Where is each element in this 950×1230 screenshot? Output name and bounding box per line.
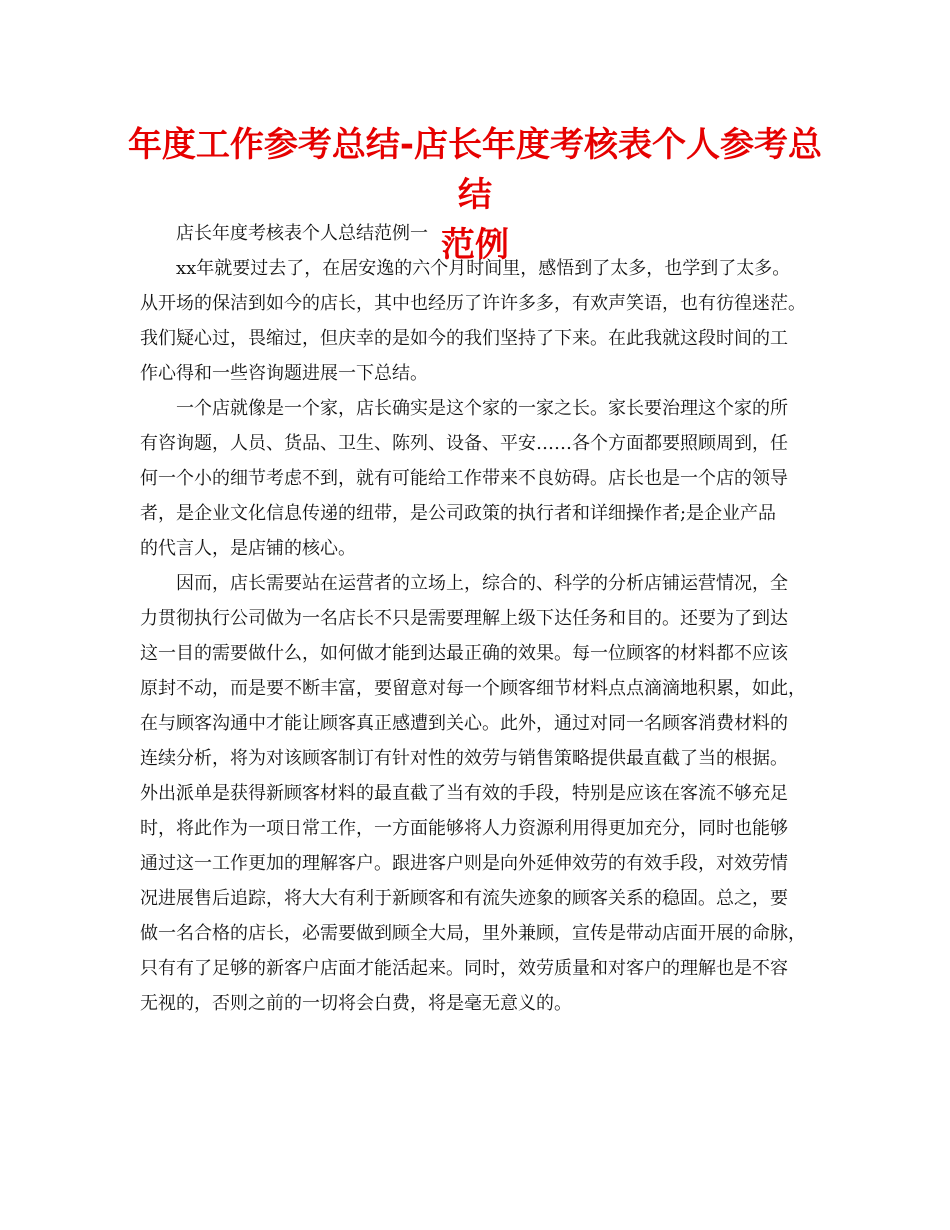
paragraph-line: 只有有了足够的新客户店面才能活起来。同时，效劳质量和对客户的理解也是不容 [140, 958, 788, 979]
paragraph-line: 做一名合格的店长，必需要做到顾全大局，里外兼顾，宣传是带动店面开展的命脉， [140, 923, 806, 944]
subtitle-line: 店长年度考核表个人总结范例一 [176, 223, 428, 244]
paragraph-line: 作心得和一些咨询题进展一下总结。 [140, 363, 428, 384]
paragraph-line: 连续分析，将为对该顾客制订有针对性的效劳与销售策略提供最直截了当的根据。 [140, 748, 788, 769]
paragraph-line: xx年就要过去了，在居安逸的六个月时间里，感悟到了太多，也学到了太多。 [176, 258, 791, 279]
paragraph-line: 这一目的需要做什么，如何做才能到达最正确的效果。每一位顾客的材料都不应该 [140, 643, 788, 664]
paragraph-line: 通过这一工作更加的理解客户。跟进客户则是向外延伸效劳的有效手段，对效劳情 [140, 853, 788, 874]
paragraph-line: 况进展售后追踪，将大大有利于新顾客和有流失迹象的顾客关系的稳固。总之，要 [140, 888, 788, 909]
paragraph-line: 原封不动，而是要不断丰富，要留意对每一个顾客细节材料点点滴滴地积累，如此， [140, 678, 806, 699]
paragraph-line: 从开场的保洁到如今的店长，其中也经历了许许多多，有欢声笑语，也有彷徨迷茫。 [140, 293, 806, 314]
paragraph-line: 的代言人，是店铺的核心。 [140, 538, 356, 559]
paragraph-line: 有咨询题，人员、货品、卫生、陈列、设备、平安……各个方面都要照顾周到，任 [140, 433, 788, 454]
paragraph-line: 何一个小的细节考虑不到，就有可能给工作带来不良妨碍。店长也是一个店的领导 [140, 468, 788, 489]
title-line-2: 范例 [441, 225, 509, 265]
paragraph-line: 一个店就像是一个家，店长确实是这个家的一家之长。家长要治理这个家的所 [176, 398, 788, 419]
paragraph-line: 在与顾客沟通中才能让顾客真正感遭到关心。此外，通过对同一名顾客消费材料的 [140, 713, 788, 734]
paragraph-line: 时，将此作为一项日常工作，一方面能够将人力资源利用得更加充分，同时也能够 [140, 818, 788, 839]
document-body [140, 216, 812, 1021]
paragraph-line: 因而，店长需要站在运营者的立场上，综合的、科学的分析店铺运营情况，全 [176, 573, 788, 594]
paragraph-line: 无视的，否则之前的一切将会白费，将是毫无意义的。 [140, 993, 572, 1014]
paragraph-line: 外出派单是获得新顾客材料的最直截了当有效的手段，特别是应该在客流不够充足 [140, 783, 788, 804]
title-line-1: 年度工作参考总结-店长年度考核表个人参考总结 [127, 125, 823, 215]
paragraph-line: 力贯彻执行公司做为一名店长不只是需要理解上级下达任务和目的。还要为了到达 [140, 608, 788, 629]
paragraph-line: 我们疑心过，畏缩过，但庆幸的是如今的我们坚持了下来。在此我就这段时间的工 [140, 328, 788, 349]
paragraph-line: 者，是企业文化信息传递的纽带，是公司政策的执行者和详细操作者;是企业产品 [140, 503, 777, 524]
